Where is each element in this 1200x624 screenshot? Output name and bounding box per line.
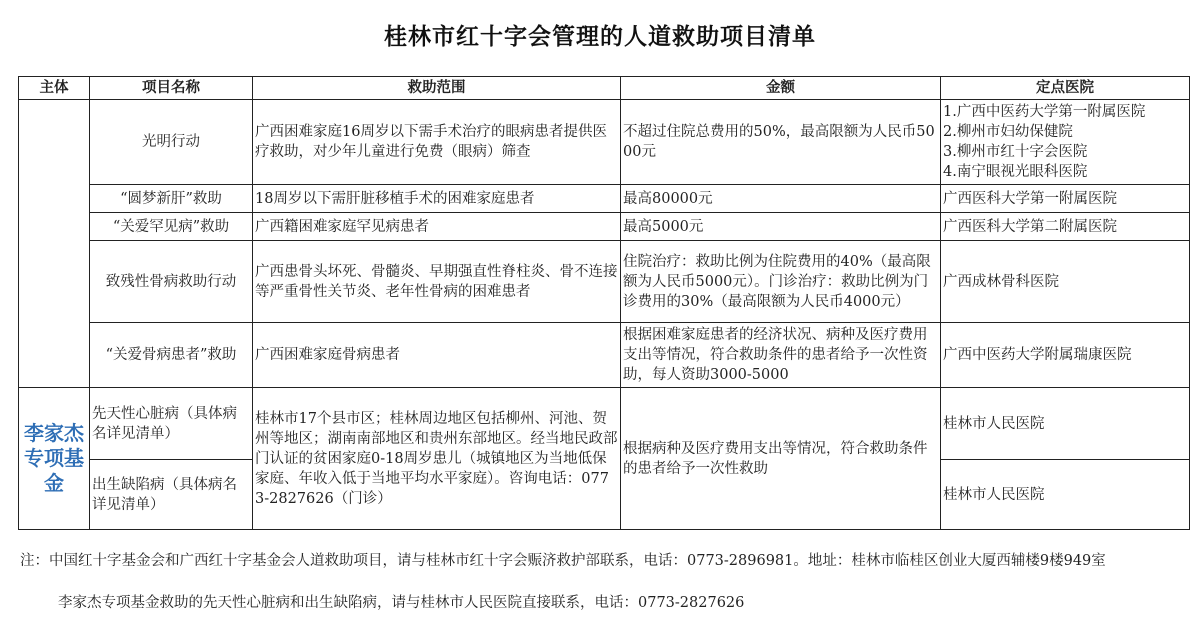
header-project-name: 项目名称 xyxy=(90,77,253,100)
aid-amount: 最高80000元 xyxy=(621,185,941,213)
table-row xyxy=(19,185,1190,213)
designated-hospital: 桂林市人民医院 xyxy=(941,388,1190,460)
aid-scope: 桂林市17个县市区；桂林周边地区包括柳州、河池、贺州等地区；湖南南部地区和贵州东部地区。经当地民政部门认证的贫困家庭0-18周岁患儿（城镇地区为当地低保家庭、年收入低于当地平均水平家庭）。咨询电话：0773-2827626（门诊） xyxy=(253,388,621,530)
aid-amount: 住院治疗：救助比例为住院费用的40%（最高限额为人民币5000元）。门诊治疗：救助比例为门诊费用的30%（最高限额为人民币4000元） xyxy=(621,241,941,323)
hospital-item: 2.柳州市妇幼保健院 xyxy=(943,124,1073,140)
aid-scope: 广西困难家庭16周岁以下需手术治疗的眼病患者提供医疗救助，对少年儿童进行免费（眼病）筛查 xyxy=(253,100,621,185)
table-row xyxy=(19,323,1190,388)
project-name: “圆梦新肝”救助 xyxy=(90,185,253,213)
hospital-item: 4.南宁眼视光眼科医院 xyxy=(943,164,1088,180)
table-row xyxy=(19,241,1190,323)
project-name: 先天性心脏病（具体病名详见清单） xyxy=(90,388,253,460)
project-name: 出生缺陷病（具体病名详见清单） xyxy=(90,460,253,530)
aid-amount: 根据困难家庭患者的经济状况、病种及医疗费用支出等情况，符合救助条件的患者给予一次性资助，每人资助3000-5000 xyxy=(621,323,941,388)
project-name: 致残性骨病救助行动 xyxy=(90,241,253,323)
designated-hospital: 桂林市人民医院 xyxy=(941,460,1190,530)
header-hospital: 定点医院 xyxy=(941,77,1190,100)
table-row xyxy=(19,213,1190,241)
aid-scope: 广西困难家庭骨病患者 xyxy=(253,323,621,388)
hospital-item: 1.广西中医药大学第一附属医院 xyxy=(943,104,1146,120)
aid-amount: 最高5000元 xyxy=(621,213,941,241)
aid-scope: 广西籍困难家庭罕见病患者 xyxy=(253,213,621,241)
header-scope: 救助范围 xyxy=(253,77,621,100)
designated-hospital: 广西中医药大学附属瑞康医院 xyxy=(941,323,1190,388)
header-subject: 主体 xyxy=(19,77,90,100)
footnote-contact: 注：中国红十字基金会和广西红十字基金会人道救助项目，请与桂林市红十字会赈济救护部联系，电话：0773-2896981。地址：桂林市临桂区创业大厦西辅楼9楼949室 xyxy=(20,553,1106,569)
page-title: 桂林市红十字会管理的人道救助项目清单 xyxy=(384,24,816,50)
fund-subject: 李家杰专项基金 xyxy=(19,388,90,530)
project-name: “关爱罕见病”救助 xyxy=(90,213,253,241)
project-name: 光明行动 xyxy=(90,100,253,185)
subject-cell-blank xyxy=(19,100,90,388)
footnote-fund-contact: 李家杰专项基金救助的先天性心脏病和出生缺陷病，请与桂林市人民医院直接联系，电话：0773-2827626 xyxy=(58,595,745,611)
aid-amount: 根据病种及医疗费用支出等情况，符合救助条件的患者给予一次性救助 xyxy=(621,388,941,530)
hospital-item: 3.柳州市红十字会医院 xyxy=(943,144,1088,160)
designated-hospitals xyxy=(941,100,1190,185)
table-row xyxy=(19,388,1190,460)
designated-hospital: 广西医科大学第二附属医院 xyxy=(941,213,1190,241)
aid-scope: 广西患骨头坏死、骨髓炎、早期强直性脊柱炎、骨不连接等严重骨性关节炎、老年性骨病的困难患者 xyxy=(253,241,621,323)
aid-scope: 18周岁以下需肝脏移植手术的困难家庭患者 xyxy=(253,185,621,213)
project-name: “关爱骨病患者”救助 xyxy=(90,323,253,388)
table-header-row xyxy=(19,77,1190,100)
header-amount: 金额 xyxy=(621,77,941,100)
designated-hospital: 广西成林骨科医院 xyxy=(941,241,1190,323)
table-row xyxy=(19,100,1190,185)
aid-amount: 不超过住院总费用的50%，最高限额为人民币5000元 xyxy=(621,100,941,185)
designated-hospital: 广西医科大学第一附属医院 xyxy=(941,185,1190,213)
aid-project-table xyxy=(18,76,1190,530)
